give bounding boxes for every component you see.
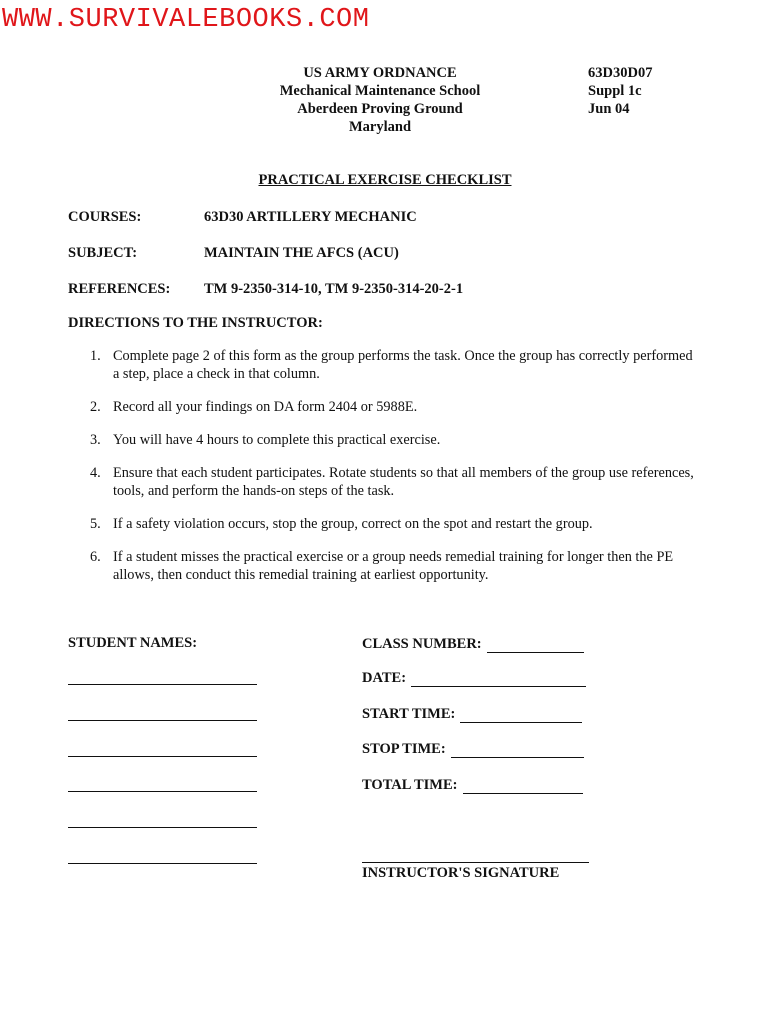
instructor-signature-label: INSTRUCTOR'S SIGNATURE — [362, 865, 560, 881]
courses-value: 63D30 ARTILLERY MECHANIC — [204, 209, 417, 225]
page-title: PRACTICAL EXERCISE CHECKLIST — [258, 172, 512, 188]
stop-time-field — [362, 740, 584, 758]
list-item — [68, 431, 698, 449]
total-time-label: TOTAL TIME: — [362, 777, 458, 793]
total-time-blank[interactable] — [463, 779, 583, 794]
list-item — [68, 548, 698, 584]
list-item — [68, 398, 698, 416]
item-text: Complete page 2 of this form as the group performs the task. Once the group has correctly performed a step, place a check in that column. — [113, 348, 693, 382]
signature-line[interactable] — [362, 862, 589, 863]
class-number-label: CLASS NUMBER: — [362, 636, 482, 652]
start-time-label: START TIME: — [362, 706, 456, 722]
total-time-field — [362, 776, 583, 794]
page-title-row — [0, 172, 770, 189]
watermark-url: WWW.SURVIVALEBOOKS.COM — [2, 5, 370, 35]
student-name-line[interactable] — [68, 684, 257, 685]
org-header — [262, 64, 498, 136]
org-line: Aberdeen Proving Ground — [297, 101, 463, 117]
class-number-field — [362, 635, 584, 653]
item-number: 6. — [90, 549, 101, 565]
item-text: Ensure that each student participates. Rotate students so that all members of the group use references, tools, and perform the hands-on steps of the task. — [113, 465, 694, 499]
references-value: TM 9-2350-314-10, TM 9-2350-314-20-2-1 — [204, 281, 464, 297]
document-reference — [588, 64, 652, 118]
start-time-blank[interactable] — [460, 708, 582, 723]
stop-time-blank[interactable] — [451, 743, 584, 758]
doc-code: 63D30D07 — [588, 65, 653, 81]
student-name-line[interactable] — [68, 791, 257, 792]
student-name-line[interactable] — [68, 863, 257, 864]
item-text: Record all your findings on DA form 2404 or 5988E. — [113, 399, 418, 415]
student-names-heading: STUDENT NAMES: — [68, 635, 198, 651]
item-text: You will have 4 hours to complete this practical exercise. — [113, 432, 441, 448]
date-label: DATE: — [362, 670, 407, 686]
org-line: Mechanical Maintenance School — [279, 83, 481, 99]
student-name-line[interactable] — [68, 720, 257, 721]
student-name-line[interactable] — [68, 756, 257, 757]
org-line: Maryland — [348, 119, 412, 135]
org-line: US ARMY ORDNANCE — [303, 65, 457, 81]
list-item — [68, 515, 698, 533]
subject-label: SUBJECT: — [68, 245, 138, 261]
directions-heading: DIRECTIONS TO THE INSTRUCTOR: — [68, 315, 323, 331]
date-field — [362, 669, 586, 687]
list-item — [68, 464, 698, 500]
student-name-line[interactable] — [68, 827, 257, 828]
item-text: If a safety violation occurs, stop the group, correct on the spot and restart the group. — [113, 516, 593, 532]
courses-label: COURSES: — [68, 209, 142, 225]
stop-time-label: STOP TIME: — [362, 741, 446, 757]
item-text: If a student misses the practical exercise or a group needs remedial training for longer then the PE allows, then conduct this remedial training at earliest opportunity. — [113, 549, 674, 583]
item-number: 4. — [90, 465, 101, 481]
directions-list — [68, 347, 698, 599]
item-number: 1. — [90, 348, 101, 364]
start-time-field — [362, 705, 582, 723]
item-number: 2. — [90, 399, 101, 415]
doc-supplement: Suppl 1c — [588, 83, 642, 99]
subject-value: MAINTAIN THE AFCS (ACU) — [204, 245, 399, 261]
list-item — [68, 347, 698, 383]
date-blank[interactable] — [411, 672, 586, 687]
references-label: REFERENCES: — [68, 281, 171, 297]
class-number-blank[interactable] — [487, 638, 584, 653]
item-number: 3. — [90, 432, 101, 448]
item-number: 5. — [90, 516, 101, 532]
doc-date: Jun 04 — [588, 101, 630, 117]
